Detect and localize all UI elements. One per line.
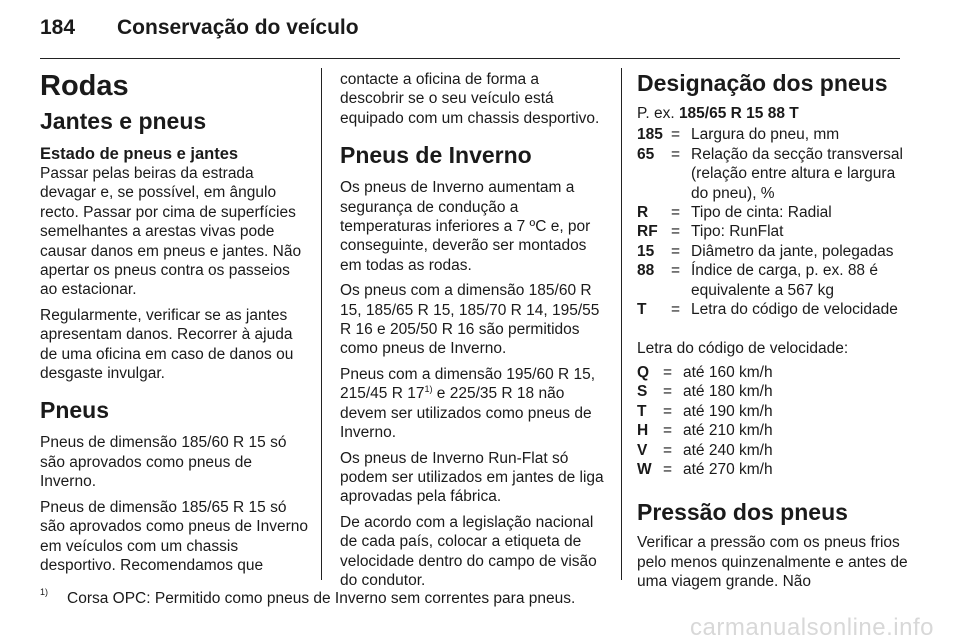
column-2 xyxy=(340,70,605,590)
designation-row xyxy=(637,203,912,222)
heading-pneus: Pneus xyxy=(40,397,110,424)
designation-table xyxy=(637,125,912,319)
designation-row-eq: = xyxy=(671,145,681,163)
designation-row-eq: = xyxy=(671,301,681,319)
speed-row xyxy=(637,363,773,382)
speed-row-eq: = xyxy=(663,383,673,401)
designation-row-code: 88 xyxy=(637,262,655,280)
column-divider xyxy=(321,68,322,580)
designation-row-desc: Largura do pneu, mm xyxy=(691,126,840,144)
heading-rodas: Rodas xyxy=(40,70,129,102)
speed-row-code: H xyxy=(637,422,649,440)
paragraph: Pneus de dimensão 185/65 R 15 só são aprovados como pneus de Inverno em veículos com um chassis desportivo. Recomendamos que xyxy=(40,498,308,574)
page-header xyxy=(40,16,920,48)
column-1 xyxy=(40,70,308,575)
designation-row-desc: Tipo de cinta: Radial xyxy=(691,204,832,222)
designation-row-desc: Letra do código de velocidade xyxy=(691,301,898,319)
example-code: 185/65 R 15 88 T xyxy=(678,105,799,122)
heading-designacao-pneus: Designação dos pneus xyxy=(637,70,888,96)
speed-row-desc: até 180 km/h xyxy=(683,383,773,401)
designation-row-desc: Tipo: RunFlat xyxy=(691,223,784,241)
speed-row-eq: = xyxy=(663,441,673,459)
speed-row-desc: até 210 km/h xyxy=(683,422,773,440)
speed-row xyxy=(637,402,773,421)
designation-row-eq: = xyxy=(671,126,681,144)
heading-pneus-de-inverno: Pneus de Inverno xyxy=(340,142,532,169)
speed-row-eq: = xyxy=(663,402,673,420)
paragraph: Verificar a pressão com os pneus frios pelo menos quinzenalmente e antes de uma viagem grande. Não xyxy=(637,534,908,591)
speed-row-desc: até 160 km/h xyxy=(683,363,773,381)
example-prefix: P. ex. xyxy=(637,105,679,122)
speed-row xyxy=(637,421,773,440)
paragraph: Regularmente, verificar se as jantes apresentam danos. Recorrer à ajuda de uma oficina em caso de danos ou desgaste invulgar. xyxy=(40,306,294,383)
footnote-text: Corsa OPC: Permitido como pneus de Inverno sem correntes para pneus. xyxy=(67,590,576,607)
designation-row-desc: Relação da secção transversal (relação entre altura e largura do pneu), % xyxy=(691,145,903,202)
speed-row-desc: até 190 km/h xyxy=(683,402,773,420)
paragraph: Os pneus de Inverno aumentam a segurança de condução a temperaturas inferiores a 7 ºC e, por conseguinte, deverão ser montados em todas as rodas. xyxy=(340,179,591,274)
watermark: carmanualsonline.info xyxy=(690,614,934,641)
designation-row-code: R xyxy=(637,204,649,222)
designation-row xyxy=(637,261,912,300)
speed-row xyxy=(637,441,773,460)
paragraph: Os pneus com a dimensão 185/60 R 15, 185/65 R 15, 185/70 R 14, 195/55 R 16 e 205/50 R 16 são permitidos como pneus de Inverno. xyxy=(340,282,600,358)
speed-row xyxy=(637,382,773,401)
designation-example xyxy=(637,104,912,123)
speed-row-code: V xyxy=(637,441,648,459)
designation-row-eq: = xyxy=(671,204,681,222)
header-rule xyxy=(40,58,900,59)
speed-intro: Letra do código de velocidade: xyxy=(637,340,849,358)
column-3 xyxy=(637,70,912,592)
speed-row-code: W xyxy=(637,460,652,478)
paragraph xyxy=(340,365,605,443)
heading-pressao-pneus: Pressão dos pneus xyxy=(637,499,848,526)
speed-row-desc: até 240 km/h xyxy=(683,441,773,459)
designation-row-code: 185 xyxy=(637,126,663,144)
designation-row-desc: Diâmetro da jante, polegadas xyxy=(691,242,894,260)
footnote-reference: 1) xyxy=(424,384,433,395)
designation-row xyxy=(637,242,912,261)
designation-row-code: 15 xyxy=(637,242,655,260)
paragraph-text: Pneus com a dimensão 195/60 R 15, 215/45 R 17 xyxy=(340,365,596,403)
designation-row-code: T xyxy=(637,301,647,319)
speed-row-desc: até 270 km/h xyxy=(683,460,773,478)
paragraph: Pneus de dimensão 185/60 R 15 só são aprovados como pneus de Inverno. xyxy=(40,434,287,491)
column-divider xyxy=(621,68,622,580)
speed-row-eq: = xyxy=(663,422,673,440)
designation-row-code: RF xyxy=(637,223,658,241)
designation-row-eq: = xyxy=(671,242,681,260)
designation-row-eq: = xyxy=(671,262,681,280)
speed-row-code: Q xyxy=(637,363,650,381)
speed-row-eq: = xyxy=(663,363,673,381)
designation-row xyxy=(637,222,912,241)
paragraph: contacte a oficina de forma a descobrir se o seu veículo está equipado com um chassis desportivo. xyxy=(340,71,600,127)
heading-estado-pneus-jantes: Estado de pneus e jantes xyxy=(40,145,239,163)
designation-row xyxy=(637,300,912,319)
paragraph-text: e 225/35 R 18 não devem ser utilizados como pneus de Inverno. xyxy=(340,385,592,442)
speed-row-code: T xyxy=(637,402,647,420)
section-title: Conservação do veículo xyxy=(117,16,359,39)
paragraph: Os pneus de Inverno Run-Flat só podem ser utilizados em jantes de liga aprovadas pela fábrica. xyxy=(340,449,604,506)
heading-jantes-e-pneus: Jantes e pneus xyxy=(40,108,207,134)
page-number: 184 xyxy=(40,16,76,39)
footnote-mark: 1) xyxy=(40,587,49,597)
paragraph: De acordo com a legislação nacional de cada país, colocar a etiqueta de velocidade dentro do campo de visão do condutor. xyxy=(340,513,597,589)
designation-row-eq: = xyxy=(671,223,681,241)
speed-row-code: S xyxy=(637,383,648,401)
designation-row-desc: Índice de carga, p. ex. 88 é equivalente a 567 kg xyxy=(691,262,878,299)
speed-row xyxy=(637,460,773,479)
paragraph: Passar pelas beiras da estrada devagar e, se possível, em ângulo recto. Passar por cima de superfícies semelhantes a arestas vivas pode causar danos em pneus e jantes. Não apertar os pneus contra os passeios ao estacionar. xyxy=(40,165,302,299)
designation-row-code: 65 xyxy=(637,145,655,163)
designation-row xyxy=(637,125,912,144)
speed-row-eq: = xyxy=(663,460,673,478)
speed-table xyxy=(637,363,773,479)
designation-row xyxy=(637,145,912,203)
